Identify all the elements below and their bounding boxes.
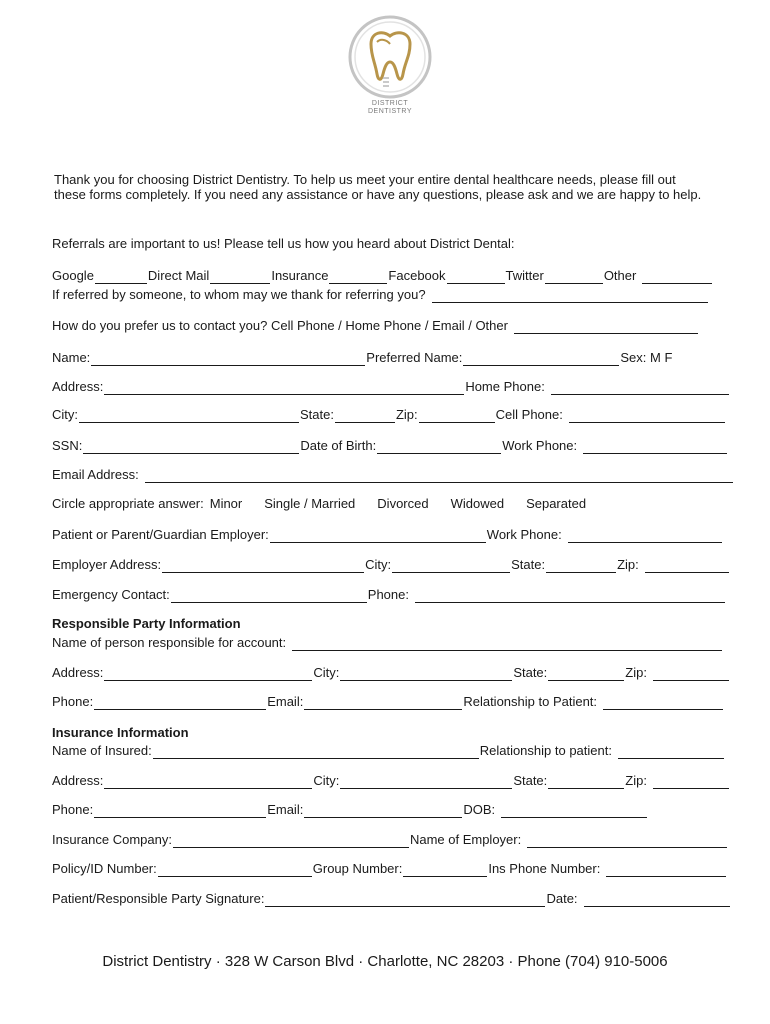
referral-prompt — [52, 236, 514, 252]
cell-phone-label: Cell Phone: — [495, 407, 563, 422]
email-row — [52, 467, 734, 483]
employer-city-field[interactable] — [392, 560, 510, 573]
insurance-company-field[interactable] — [173, 835, 409, 848]
referral-google-blank[interactable] — [95, 271, 147, 284]
referral-facebook[interactable]: Facebook — [388, 268, 446, 283]
home-phone-field[interactable] — [551, 382, 729, 395]
email-field[interactable] — [145, 470, 733, 483]
city-field[interactable] — [79, 410, 299, 423]
responsible-zip-field[interactable] — [653, 668, 729, 681]
responsible-email-label: Email: — [267, 694, 304, 709]
responsible-relationship-field[interactable] — [603, 697, 723, 710]
referral-twitter[interactable]: Twitter — [505, 268, 544, 283]
referral-direct-mail-blank[interactable] — [210, 271, 270, 284]
emergency-contact-label: Emergency Contact: — [52, 587, 170, 602]
insurance-company-row — [52, 832, 728, 848]
employer-address-field[interactable] — [162, 560, 364, 573]
responsible-phone-label: Phone: — [52, 694, 94, 709]
name-label: Name: — [52, 350, 91, 365]
city-row — [52, 407, 726, 423]
work-phone-field[interactable] — [583, 441, 727, 454]
responsible-party-heading: Responsible Party Information — [52, 616, 241, 631]
referral-options-row — [52, 268, 713, 284]
address-row — [52, 379, 730, 395]
referred-by-row — [52, 287, 709, 303]
address-field[interactable] — [104, 382, 464, 395]
sex-label[interactable]: Sex: M F — [620, 350, 673, 365]
home-phone-label: Home Phone: — [465, 379, 545, 394]
responsible-address-label: Address: — [52, 665, 104, 680]
referral-insurance-blank[interactable] — [329, 271, 387, 284]
email-label: Email Address: — [52, 467, 139, 482]
responsible-name-label: Name of person responsible for account: — [52, 635, 287, 650]
signature-label: Patient/Responsible Party Signature: — [52, 891, 265, 906]
insurance-phone-row — [52, 802, 648, 818]
employer-label: Patient or Parent/Guardian Employer: — [52, 527, 269, 542]
responsible-name-field[interactable] — [292, 638, 722, 651]
insurance-email-field[interactable] — [304, 805, 462, 818]
responsible-relationship-label: Relationship to Patient: — [463, 694, 598, 709]
insurance-state-label: State: — [513, 773, 548, 788]
responsible-address-row — [52, 665, 730, 681]
ssn-row — [52, 438, 728, 454]
referral-facebook-blank[interactable] — [447, 271, 505, 284]
employer-address-row — [52, 557, 730, 573]
preferred-name-label: Preferred Name: — [366, 350, 463, 365]
city-label: City: — [52, 407, 78, 422]
referral-prompt-text: Referrals are important to us! Please tell us how you heard about District Dental: — [52, 236, 515, 251]
address-label: Address: — [52, 379, 104, 394]
insurance-state-field[interactable] — [548, 776, 624, 789]
dob-label: Date of Birth: — [300, 438, 377, 453]
contact-pref-row — [52, 318, 699, 334]
employer-address-label: Employer Address: — [52, 557, 162, 572]
group-number-field[interactable] — [403, 864, 487, 877]
state-field[interactable] — [335, 410, 395, 423]
date-label: Date: — [546, 891, 578, 906]
insurance-dob-field[interactable] — [501, 805, 647, 818]
insurance-city-label: City: — [313, 773, 340, 788]
responsible-state-label: State: — [513, 665, 548, 680]
insurance-email-label: Email: — [267, 802, 304, 817]
referred-by-field[interactable] — [432, 290, 708, 303]
footer-address: District Dentistry · 328 W Carson Blvd · Charlotte, NC 28203 · Phone (704) 910-5006 — [102, 953, 668, 970]
employer-field[interactable] — [270, 530, 486, 543]
employer-state-field[interactable] — [546, 560, 616, 573]
zip-label: Zip: — [395, 407, 418, 422]
preferred-name-field[interactable] — [463, 353, 619, 366]
employer-work-phone-label: Work Phone: — [486, 527, 562, 542]
employer-zip-field[interactable] — [645, 560, 729, 573]
emergency-phone-field[interactable] — [415, 590, 725, 603]
emergency-phone-label: Phone: — [367, 587, 409, 602]
logo-line2: DENTISTRY — [367, 108, 413, 115]
intro-text — [54, 172, 754, 202]
ssn-label: SSN: — [52, 438, 83, 453]
marital-option-separated[interactable]: Separated — [526, 496, 587, 511]
contact-pref-label: How do you prefer us to contact you? Cell Phone / Home Phone / Email / Other — [52, 318, 508, 333]
employer-row — [52, 527, 723, 543]
policy-id-label: Policy/ID Number: — [52, 861, 157, 876]
responsible-email-field[interactable] — [304, 697, 462, 710]
dob-field[interactable] — [377, 441, 501, 454]
referral-direct-mail[interactable]: Direct Mail — [147, 268, 210, 283]
marital-option-single-married[interactable]: Single / Married — [264, 496, 356, 511]
responsible-phone-field[interactable] — [94, 697, 266, 710]
insurance-phone-field[interactable] — [94, 805, 266, 818]
responsible-name-row — [52, 635, 723, 651]
insured-relationship-label: Relationship to patient: — [479, 743, 612, 758]
district-dentistry-logo — [347, 12, 433, 120]
insured-name-field[interactable] — [153, 746, 479, 759]
insured-name-label: Name of Insured: — [52, 743, 152, 758]
date-field[interactable] — [584, 894, 730, 907]
policy-id-field[interactable] — [158, 864, 312, 877]
employer-zip-label: Zip: — [617, 557, 639, 572]
marital-option-widowed[interactable]: Widowed — [450, 496, 505, 511]
employer-city-label: City: — [365, 557, 392, 572]
insurance-employer-label: Name of Employer: — [409, 832, 522, 847]
insurance-company-label: Insurance Company: — [52, 832, 172, 847]
referral-other-blank[interactable] — [642, 271, 712, 284]
insurance-phone-label: Phone: — [52, 802, 94, 817]
insurance-address-field[interactable] — [104, 776, 312, 789]
ins-phone-field[interactable] — [606, 864, 726, 877]
responsible-city-label: City: — [313, 665, 340, 680]
responsible-city-field[interactable] — [340, 668, 512, 681]
insurance-employer-field[interactable] — [527, 835, 727, 848]
insurance-dob-label: DOB: — [463, 802, 496, 817]
insurance-heading: Insurance Information — [52, 725, 189, 740]
zip-field[interactable] — [419, 410, 495, 423]
signature-field[interactable] — [265, 894, 545, 907]
referral-twitter-blank[interactable] — [545, 271, 603, 284]
marital-option-minor[interactable]: Minor — [209, 496, 243, 511]
circle-prompt: Circle appropriate answer: — [52, 496, 204, 511]
employer-work-phone-field[interactable] — [568, 530, 722, 543]
insurance-city-field[interactable] — [340, 776, 512, 789]
cell-phone-field[interactable] — [569, 410, 725, 423]
contact-pref-field[interactable] — [514, 321, 698, 334]
marital-option-divorced[interactable]: Divorced — [377, 496, 429, 511]
referral-insurance[interactable]: Insurance — [271, 268, 329, 283]
group-number-label: Group Number: — [312, 861, 403, 876]
intro-line1: Thank you for choosing District Dentistry. To help us meet your entire dental healthcare needs, please fill out — [54, 172, 676, 187]
emergency-contact-field[interactable] — [171, 590, 367, 603]
emergency-contact-row — [52, 587, 726, 603]
insurance-address-label: Address: — [52, 773, 104, 788]
marital-status-row — [52, 496, 608, 512]
intro-line2: these forms completely. If you need any assistance or have any questions, please ask and we are happy to help. — [54, 187, 702, 202]
insurance-zip-field[interactable] — [653, 776, 729, 789]
name-field[interactable] — [91, 353, 365, 366]
ssn-field[interactable] — [83, 441, 299, 454]
responsible-phone-row — [52, 694, 724, 710]
responsible-zip-label: Zip: — [625, 665, 647, 680]
referral-other[interactable]: Other — [603, 268, 637, 283]
insurance-address-row — [52, 773, 730, 789]
referred-by-label: If referred by someone, to whom may we thank for referring you? — [52, 287, 426, 302]
signature-row — [52, 891, 731, 907]
insured-row — [52, 743, 725, 759]
responsible-address-field[interactable] — [104, 668, 312, 681]
policy-row — [52, 861, 727, 877]
responsible-state-field[interactable] — [548, 668, 624, 681]
logo-text — [347, 100, 433, 116]
logo-line1: DISTRICT — [371, 100, 409, 107]
state-label: State: — [300, 407, 334, 422]
referral-google[interactable]: Google — [52, 268, 94, 283]
employer-state-label: State: — [511, 557, 546, 572]
insurance-zip-label: Zip: — [625, 773, 647, 788]
work-phone-label: Work Phone: — [502, 438, 578, 453]
ins-phone-label: Ins Phone Number: — [488, 861, 601, 876]
insured-relationship-field[interactable] — [618, 746, 724, 759]
name-row — [52, 350, 672, 366]
